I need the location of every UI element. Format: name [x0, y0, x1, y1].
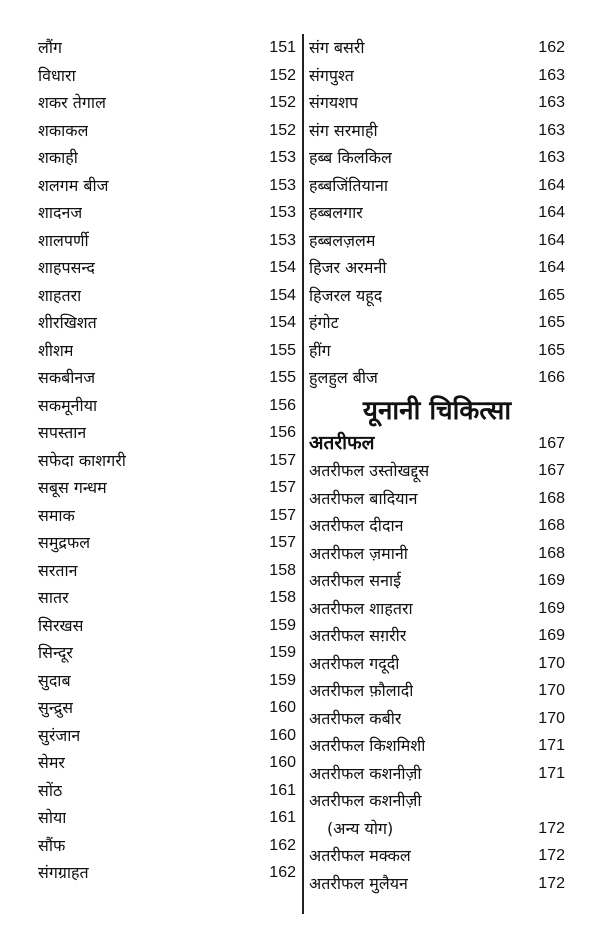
entry-name: शकाही [38, 148, 78, 167]
entry-name: सपस्तान [38, 423, 87, 442]
entry-page: 168 [538, 544, 565, 562]
index-entry [38, 254, 296, 282]
index-entry [38, 749, 296, 777]
entry-page: 163 [538, 94, 565, 111]
entry-page: 156 [269, 424, 296, 441]
entry-name: हिजर अरमनी [309, 258, 387, 277]
index-entry [309, 485, 565, 513]
entry-name: हिजरल यहूद [309, 285, 383, 305]
index-entry [309, 337, 565, 365]
index-entry [38, 117, 296, 145]
entry-name: अतरीफल मुलैयन [309, 873, 408, 893]
index-entry [309, 512, 565, 540]
entry-page: 159 [269, 671, 296, 689]
entry-page: 157 [269, 479, 296, 496]
index-entry [309, 172, 565, 200]
entry-name: सोया [38, 808, 67, 827]
index-entry [38, 34, 296, 62]
entry-page: 170 [538, 709, 565, 727]
entry-page: 156 [269, 396, 296, 414]
entry-name: अतरीफल उस्तोखद्दूस [309, 461, 430, 480]
entry-name: शलगम बीज [38, 175, 109, 195]
entry-name: हब्ब किलकिल [309, 148, 392, 167]
entry-name: हींग [309, 340, 331, 360]
index-entry [38, 777, 296, 805]
entry-page: 168 [538, 489, 565, 507]
entry-page: 163 [538, 66, 565, 84]
entry-page: 162 [538, 39, 565, 56]
entry-name: हंगोट [309, 313, 339, 332]
index-entry [309, 144, 565, 172]
entry-page: 155 [269, 369, 296, 386]
entry-name: शीरखिशत [38, 313, 97, 332]
entry-name: सोंठ [38, 780, 63, 800]
entry-name: अतरीफल फ़ौलादी [309, 681, 414, 700]
entry-name: हुलहुल बीज [309, 368, 378, 387]
entry-name: शालपर्णी [38, 230, 89, 250]
multi-line-entry-line1 [309, 787, 565, 815]
entry-page: 170 [538, 654, 565, 672]
entry-page: 153 [269, 231, 296, 249]
index-entry [38, 832, 296, 860]
entry-page: 155 [269, 341, 296, 359]
left-index-column [38, 34, 296, 887]
index-entry [38, 364, 296, 392]
entry-name: शकर तेगाल [38, 93, 106, 112]
entry-page: 152 [269, 66, 296, 84]
index-entry [309, 540, 565, 568]
index-entry [309, 227, 565, 255]
index-entry [309, 62, 565, 90]
index-entry [38, 694, 296, 722]
entry-page: 159 [269, 644, 296, 661]
entry-name: अतरीफल कशनीज़ी [309, 791, 422, 810]
entry-page: 165 [538, 341, 565, 359]
index-entry [38, 337, 296, 365]
entry-page: 164 [538, 231, 565, 249]
index-entry [309, 364, 565, 392]
entry-page: 167 [538, 462, 565, 479]
index-entry [309, 622, 565, 650]
entry-page: 159 [269, 616, 296, 634]
index-entry [38, 639, 296, 667]
multi-line-entry-line2 [309, 815, 565, 843]
index-entry [309, 282, 565, 310]
index-entry [38, 612, 296, 640]
index-entry [309, 760, 565, 788]
entry-page: 163 [538, 121, 565, 139]
entry-page: 163 [538, 149, 565, 166]
entry-name: सरतान [38, 560, 78, 580]
index-entry [38, 419, 296, 447]
subheading-entry [309, 430, 565, 458]
entry-name: अतरीफल मक्कल [309, 846, 411, 865]
entry-page: 154 [269, 286, 296, 304]
section-heading [309, 392, 565, 430]
entry-name: हब्बलज़लम [309, 230, 376, 250]
index-entry [309, 457, 565, 485]
section-heading-text: यूनानी चिकित्सा [362, 395, 512, 426]
entry-page: 171 [538, 737, 565, 754]
entry-page: 153 [269, 176, 296, 194]
entry-page: 168 [538, 517, 565, 534]
index-entry [38, 529, 296, 557]
entry-name: सिन्दूर [38, 643, 73, 662]
entry-page: 172 [538, 819, 565, 837]
entry-page: 165 [538, 286, 565, 304]
entry-page: 172 [538, 874, 565, 892]
index-entry [38, 859, 296, 887]
entry-name: सिरखस [38, 615, 84, 635]
entry-page: 161 [269, 809, 296, 826]
index-entry [38, 447, 296, 475]
entry-name: अतरीफल दीदान [309, 516, 404, 535]
index-entry [309, 89, 565, 117]
entry-page: 171 [538, 764, 565, 782]
index-entry [38, 392, 296, 420]
index-entry [38, 62, 296, 90]
entry-name: सकमूनीया [38, 395, 98, 415]
entry-page: 160 [269, 726, 296, 744]
index-entry [38, 309, 296, 337]
index-entry [38, 227, 296, 255]
index-entry [38, 722, 296, 750]
entry-page: 158 [269, 561, 296, 579]
index-entry [309, 650, 565, 678]
entry-name: अतरीफल ज़मानी [309, 543, 408, 563]
entry-name: समुद्रफल [38, 533, 91, 552]
entry-name: अतरीफल किशमिशी [309, 736, 426, 755]
entry-page: 170 [538, 682, 565, 699]
index-entry [38, 474, 296, 502]
index-entry [309, 254, 565, 282]
index-entry [309, 117, 565, 145]
entry-page: 169 [538, 572, 565, 589]
entry-page: 166 [538, 369, 565, 386]
entry-name: शीशम [38, 340, 74, 360]
index-entry [309, 705, 565, 733]
index-entry [309, 732, 565, 760]
index-entry [309, 567, 565, 595]
index-entry [38, 144, 296, 172]
entry-name: सबूस गन्धम [38, 478, 107, 497]
entry-name: सुदाब [38, 670, 71, 690]
index-entry [309, 595, 565, 623]
entry-name: सकबीनज [38, 368, 96, 387]
entry-page: 160 [269, 754, 296, 771]
index-entry [38, 502, 296, 530]
entry-page: 162 [269, 864, 296, 881]
entry-page: 164 [538, 204, 565, 221]
entry-name: विधारा [38, 65, 76, 85]
entry-page: 160 [269, 699, 296, 716]
index-entry [309, 842, 565, 870]
entry-name: संगयशप [309, 93, 359, 112]
entry-page: 172 [538, 847, 565, 864]
entry-name: संगग्राहत [38, 863, 89, 882]
entry-name: संग बसरी [309, 38, 365, 57]
entry-name: हब्बलगार [309, 203, 363, 222]
index-entry [38, 172, 296, 200]
entry-name: अतरीफल सग़रीर [309, 626, 407, 645]
entry-page: 152 [269, 94, 296, 111]
entry-name: सुरंजान [38, 725, 81, 745]
entry-name: संग सरमाही [309, 120, 378, 140]
entry-page: 164 [538, 259, 565, 276]
entry-page: 164 [538, 176, 565, 194]
subheading-name: अतरीफल [309, 431, 375, 454]
entry-page: 154 [269, 314, 296, 331]
index-entry [38, 804, 296, 832]
index-entry [309, 309, 565, 337]
entry-name-continuation: (अन्य योग) [327, 818, 394, 838]
index-entry [309, 677, 565, 705]
entry-name: लौंग [38, 38, 63, 57]
subheading-page: 167 [538, 434, 565, 452]
index-entry [309, 199, 565, 227]
entry-page: 169 [538, 599, 565, 617]
entry-name: शकाकल [38, 120, 89, 140]
index-entry [38, 282, 296, 310]
index-entry [38, 89, 296, 117]
index-entry [309, 870, 565, 898]
right-index-column [309, 34, 565, 897]
entry-name: शाहपसन्द [38, 258, 95, 277]
entry-page: 152 [269, 121, 296, 139]
entry-name: अतरीफल शाहतरा [309, 598, 413, 618]
entry-name: सेमर [38, 753, 65, 772]
entry-name: संगपुश्त [309, 65, 354, 85]
entry-name: हब्बजिंतियाना [309, 175, 388, 195]
entry-name: समाक [38, 505, 75, 525]
entry-name: शादनज [38, 203, 83, 222]
entry-name: सातर [38, 588, 69, 607]
index-entry [38, 584, 296, 612]
entry-page: 151 [269, 39, 296, 56]
entry-name: अतरीफल कशनीज़ी [309, 763, 422, 783]
entry-page: 157 [269, 506, 296, 524]
entry-page: 158 [269, 589, 296, 606]
index-entry [38, 667, 296, 695]
entry-name: सफेदा काशगरी [38, 450, 126, 470]
column-divider [302, 34, 304, 914]
entry-page: 169 [538, 627, 565, 644]
entry-page: 153 [269, 204, 296, 221]
entry-name: अतरीफल गदूदी [309, 653, 400, 673]
index-entry [38, 199, 296, 227]
entry-page: 157 [269, 451, 296, 469]
index-entry [309, 34, 565, 62]
entry-name: अतरीफल कबीर [309, 708, 402, 728]
entry-page: 153 [269, 149, 296, 166]
entry-name: अतरीफल सनाई [309, 571, 401, 590]
entry-name: सौंफ [38, 835, 66, 855]
entry-name: सुन्द्रुस [38, 698, 74, 717]
entry-page: 162 [269, 836, 296, 854]
index-entry [38, 557, 296, 585]
entry-name: अतरीफल बादियान [309, 488, 418, 508]
entry-page: 161 [269, 781, 296, 799]
entry-page: 154 [269, 259, 296, 276]
entry-name: शाहतरा [38, 285, 82, 305]
entry-page: 157 [269, 534, 296, 551]
entry-page: 165 [538, 314, 565, 331]
